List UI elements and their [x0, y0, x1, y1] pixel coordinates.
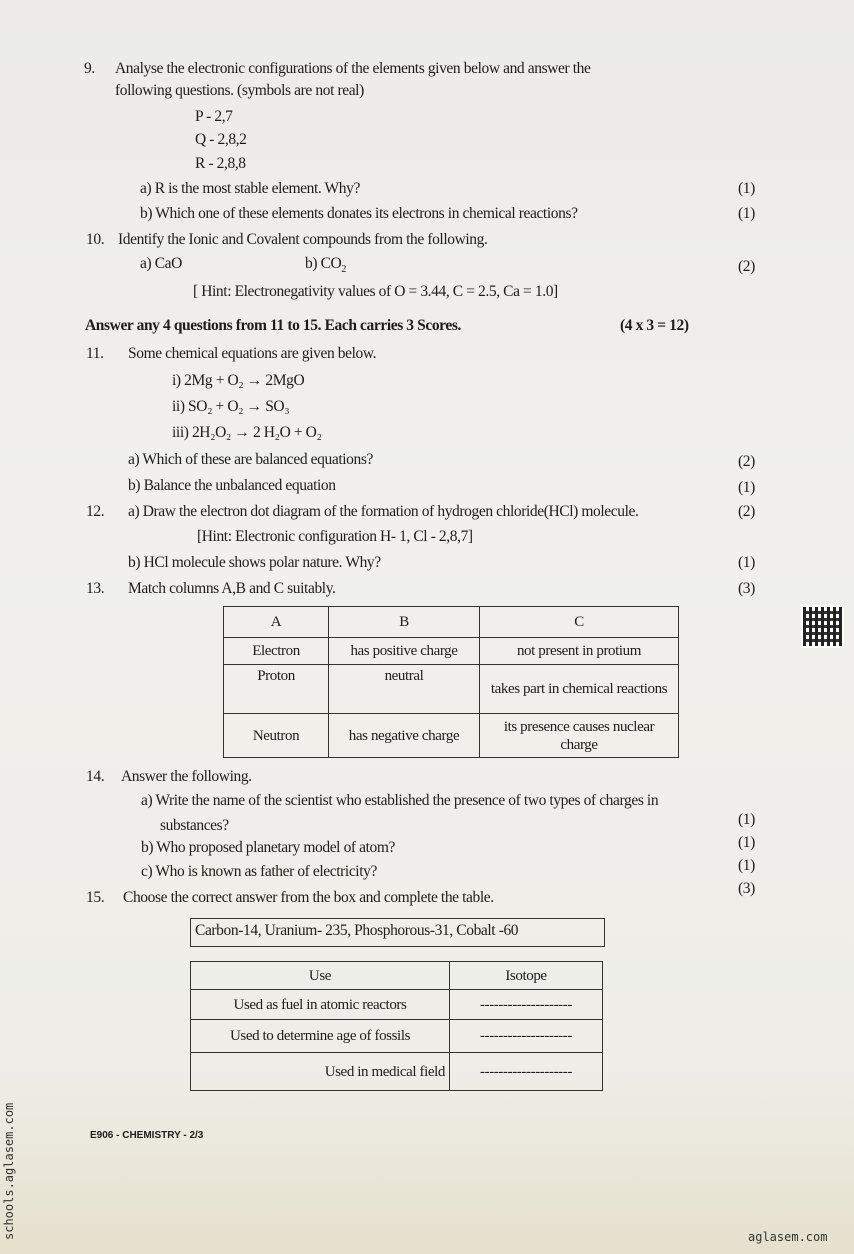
- q14-text: Answer the following.: [121, 768, 252, 785]
- cell: Used in medical field: [191, 1053, 450, 1091]
- header-isotope: Isotope: [450, 962, 603, 990]
- header-use: Use: [191, 962, 450, 990]
- q14-number: 14.: [86, 768, 105, 785]
- q10-b: [305, 255, 346, 279]
- header-a: A: [224, 607, 329, 638]
- q11-eq1: i) 2Mg + O₂ → 2MgO: [172, 372, 305, 389]
- isotope-options-box: Carbon-14, Uranium- 235, Phosphorous-31, Cobalt -60: [190, 918, 605, 947]
- q10-hint: [ Hint: Electronegativity values of O = 3.44, C = 2.5, Ca = 1.0]: [193, 283, 558, 300]
- side-watermark: schools.aglasem.com: [2, 1102, 16, 1240]
- q12-a: a) Draw the electron dot diagram of the formation of hydrogen chloride(HCl) molecule.: [128, 503, 639, 520]
- q14-a-line2: substances?: [160, 817, 229, 834]
- header-b: B: [329, 607, 480, 638]
- q10-marks: (2): [738, 258, 755, 275]
- q12-number: 12.: [86, 503, 105, 520]
- q9-line2: following questions. (symbols are not real): [115, 82, 364, 99]
- table-row: [191, 1053, 603, 1091]
- q10-text: Identify the Ionic and Covalent compounds from the following.: [118, 231, 488, 248]
- q15-number: 15.: [86, 889, 105, 906]
- q9-number: 9.: [84, 60, 95, 77]
- cell: has positive charge: [329, 638, 480, 665]
- q15-text: Choose the correct answer from the box and complete the table.: [123, 889, 494, 906]
- cell: neutral: [329, 665, 480, 714]
- q14-c: c) Who is known as father of electricity?: [141, 863, 377, 880]
- cell: not present in protium: [480, 638, 679, 665]
- page-footer: E906 - CHEMISTRY - 2/3: [90, 1130, 204, 1141]
- corner-watermark: aglasem.com: [748, 1230, 828, 1244]
- table-row: [224, 665, 679, 714]
- cell: Used to determine age of fossils: [191, 1020, 450, 1053]
- q9-a: a) R is the most stable element. Why?: [140, 180, 360, 197]
- cell: Neutron: [224, 714, 329, 758]
- q12-b: b) HCl molecule shows polar nature. Why?: [128, 554, 381, 571]
- q11-eq2: ii) SO₂ + O₂ → SO₃: [172, 398, 290, 415]
- q9-b-marks: (1): [738, 205, 755, 222]
- q9-config-p: P - 2,7: [195, 108, 233, 125]
- q11-number: 11.: [86, 345, 104, 362]
- q12-b-marks: (1): [738, 554, 755, 571]
- q14-c-marks: (1): [738, 857, 755, 874]
- q14-b-marks: (1): [738, 834, 755, 851]
- q10-b-sub: 2: [341, 264, 346, 276]
- q11-a-marks: (2): [738, 453, 755, 470]
- q9-config-q: Q - 2,8,2: [195, 131, 247, 148]
- q13-marks: (3): [738, 580, 755, 597]
- table-row: [191, 1020, 603, 1053]
- q14-a-line1: a) Write the name of the scientist who established the presence of two types of charges in: [141, 792, 659, 809]
- qr-code: [803, 607, 842, 646]
- q9-a-marks: (1): [738, 180, 755, 197]
- q11-eq3: iii) 2H₂O₂ → 2 H₂O + O₂: [172, 424, 322, 441]
- table-row: [224, 638, 679, 665]
- q11-b: b) Balance the unbalanced equation: [128, 477, 336, 494]
- answer-blank: --------------------: [450, 1020, 603, 1053]
- q9-line1: Analyse the electronic configurations of the elements given below and answer the: [115, 60, 591, 77]
- q9-config-r: R - 2,8,8: [195, 155, 246, 172]
- q10-number: 10.: [86, 231, 105, 248]
- section-instructions: Answer any 4 questions from 11 to 15. Each carries 3 Scores.: [85, 317, 461, 334]
- q9-b: b) Which one of these elements donates its electrons in chemical reactions?: [140, 205, 578, 222]
- q13-text: Match columns A,B and C suitably.: [128, 580, 336, 597]
- answer-blank: --------------------: [450, 1053, 603, 1091]
- q14-a-marks: (1): [738, 811, 755, 828]
- table-row: [191, 990, 603, 1020]
- isotope-table: [190, 961, 603, 1091]
- q12-a-marks: (2): [738, 503, 755, 520]
- q11-text: Some chemical equations are given below.: [128, 345, 377, 362]
- q15-marks: (3): [738, 880, 755, 897]
- cell: Used as fuel in atomic reactors: [191, 990, 450, 1020]
- section-marks: (4 x 3 = 12): [620, 317, 689, 334]
- table-row: [224, 714, 679, 758]
- q13-number: 13.: [86, 580, 105, 597]
- cell: Proton: [224, 665, 329, 714]
- cell: its presence causes nuclear charge: [480, 714, 679, 758]
- q14-b: b) Who proposed planetary model of atom?: [141, 839, 396, 856]
- cell: Electron: [224, 638, 329, 665]
- match-table: [223, 606, 679, 758]
- cell: has negative charge: [329, 714, 480, 758]
- q11-a: a) Which of these are balanced equations?: [128, 451, 373, 468]
- q11-b-marks: (1): [738, 479, 755, 496]
- q10-b-text: b) CO: [305, 255, 342, 272]
- q12-hint: [Hint: Electronic configuration H- 1, Cl - 2,8,7]: [197, 528, 473, 545]
- answer-blank: --------------------: [450, 990, 603, 1020]
- header-c: C: [480, 607, 679, 638]
- cell: takes part in chemical reactions: [480, 665, 679, 714]
- q10-a: a) CaO: [140, 255, 182, 272]
